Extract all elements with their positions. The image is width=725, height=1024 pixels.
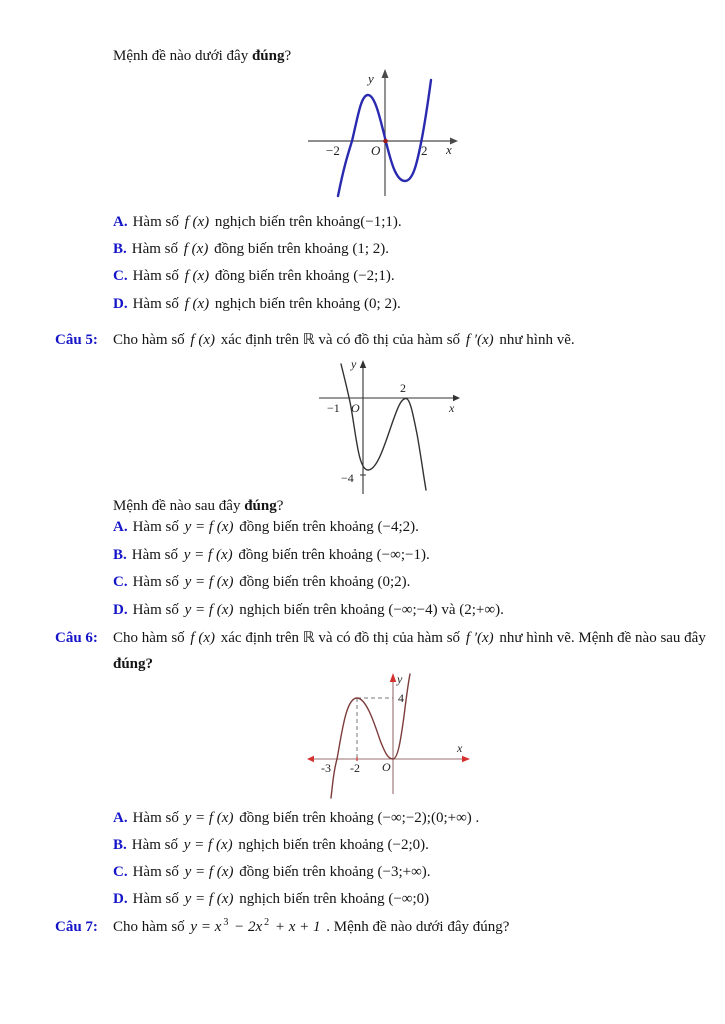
origin-label: O xyxy=(371,143,381,158)
q6-option-d xyxy=(113,889,429,909)
stem-math-fprime: f ′(x) xyxy=(465,332,494,348)
option-letter: D. xyxy=(113,891,128,907)
option-letter: B. xyxy=(113,837,127,853)
option-math: y = f (x) xyxy=(184,810,234,826)
option-pre: Hàm số xyxy=(132,519,183,535)
q4-option-d xyxy=(113,294,401,314)
option-math: y = f (x) xyxy=(184,574,234,590)
q6-stem-line1 xyxy=(113,628,706,648)
q5-option-b xyxy=(113,545,430,565)
q5-graph-svg xyxy=(313,356,483,498)
option-post: nghịch biến trên khoảng (−∞;0) xyxy=(235,891,430,907)
option-letter: A. xyxy=(113,810,128,826)
stem-math-1: y = x xyxy=(190,919,222,935)
option-post: nghịch biến trên khoảng (0; 2). xyxy=(211,296,401,312)
option-letter: D. xyxy=(113,602,128,618)
q4-graph-svg xyxy=(298,66,476,198)
option-letter: B. xyxy=(113,241,127,257)
q6-number-label: Câu 6: xyxy=(55,630,98,646)
stem-mid: xác định trên ℝ và có đồ thị của hàm số xyxy=(217,630,464,646)
x-axis-arrow-icon xyxy=(462,756,470,762)
option-math: f (x) xyxy=(184,214,210,230)
q4-prompt xyxy=(113,46,291,66)
q4-prompt-bold: đúng xyxy=(251,48,285,64)
exponent-3: 3 xyxy=(223,917,229,928)
exponent-2: 2 xyxy=(264,917,270,928)
y-axis-arrow-icon xyxy=(382,69,389,78)
y-axis-label: y xyxy=(368,71,374,86)
q7-number-label: Câu 7: xyxy=(55,919,98,935)
q4-option-c xyxy=(113,266,395,286)
tick-neg3: -3 xyxy=(321,761,331,775)
origin-label: O xyxy=(382,760,391,774)
stem-math-fprime: f ′(x) xyxy=(465,630,494,646)
q5-prompt xyxy=(113,496,283,516)
option-pre: Hàm số xyxy=(131,547,182,563)
origin-dot xyxy=(383,139,388,144)
q5-option-c xyxy=(113,572,410,592)
option-letter: A. xyxy=(113,214,128,230)
x-axis-left-arrow-icon xyxy=(307,756,314,762)
q4-prompt-post: ? xyxy=(284,48,292,64)
q5-number-label: Câu 5: xyxy=(55,332,98,348)
x-axis-label: x xyxy=(449,401,455,415)
option-math: y = f (x) xyxy=(184,519,234,535)
tick-2: 2 xyxy=(421,143,428,158)
option-math: f (x) xyxy=(184,268,210,284)
y-axis-label: y xyxy=(351,357,357,371)
option-pre: Hàm số xyxy=(132,574,183,590)
option-post: đồng biến trên khoảng (0;2). xyxy=(235,574,411,590)
stem-math-3: + x + 1 xyxy=(271,919,321,935)
option-math: y = f (x) xyxy=(184,891,234,907)
option-math: y = f (x) xyxy=(184,602,234,618)
option-math: f (x) xyxy=(184,296,210,312)
option-post: đồng biến trên khoảng (−3;+∞). xyxy=(235,864,431,880)
q6-option-c xyxy=(113,862,431,882)
y-axis-arrow-icon xyxy=(360,360,366,368)
option-math: f (x) xyxy=(183,241,209,257)
tick-4: 4 xyxy=(398,691,404,705)
option-letter: C. xyxy=(113,574,128,590)
option-pre: Hàm số xyxy=(132,268,183,284)
option-pre: Hàm số xyxy=(131,837,182,853)
q5-prompt-pre: Mệnh đề nào sau đây xyxy=(113,498,245,514)
q6-option-b xyxy=(113,835,429,855)
option-pre: Hàm số xyxy=(132,296,183,312)
option-post: đồng biến trên khoảng (−∞;−2);(0;+∞) . xyxy=(235,810,480,826)
option-letter: D. xyxy=(113,296,128,312)
option-pre: Hàm số xyxy=(132,891,183,907)
q5-prompt-post: ? xyxy=(276,498,284,514)
q4-option-b xyxy=(113,239,389,259)
stem-pre: Cho hàm số xyxy=(113,919,189,935)
q5-option-d xyxy=(113,600,504,620)
q6-option-a xyxy=(113,808,479,828)
x-axis-label: x xyxy=(446,142,452,157)
tick-neg4: −4 xyxy=(341,471,354,485)
q5-prompt-bold: đúng xyxy=(244,498,277,514)
stem-post: . Mệnh đề nào dưới đây đúng? xyxy=(322,919,510,935)
stem-math-fx: f (x) xyxy=(190,332,215,348)
option-post: nghịch biến trên khoảng (−∞;−4) và (2;+∞). xyxy=(235,602,504,618)
stem-post: như hình vẽ. xyxy=(495,332,575,348)
option-math: y = f (x) xyxy=(183,547,233,563)
option-math: y = f (x) xyxy=(183,837,233,853)
q4-prompt-pre: Mệnh đề nào dưới đây xyxy=(113,48,252,64)
origin-label: O xyxy=(351,401,360,415)
option-post: nghịch biến trên khoảng (−2;0). xyxy=(234,837,429,853)
stem-pre: Cho hàm số xyxy=(113,332,189,348)
option-pre: Hàm số xyxy=(132,214,183,230)
option-letter: C. xyxy=(113,864,128,880)
option-letter: A. xyxy=(113,519,128,535)
option-post: đồng biến trên khoảng (−∞;−1). xyxy=(234,547,430,563)
stem-post: như hình vẽ. Mệnh đề nào sau đây xyxy=(495,630,706,646)
option-post: đồng biến trên khoảng (1; 2). xyxy=(210,241,390,257)
stem-math-2: − 2x xyxy=(230,919,263,935)
option-post: đồng biến trên khoảng (−4;2). xyxy=(235,519,419,535)
q4-option-a xyxy=(113,212,402,232)
tick-2: 2 xyxy=(400,381,406,395)
option-post: đồng biến trên khoảng (−2;1). xyxy=(211,268,395,284)
stem-math-fx: f (x) xyxy=(190,630,215,646)
option-post: nghịch biến trên khoảng(−1;1). xyxy=(211,214,402,230)
q5-stem xyxy=(113,330,575,350)
stem-pre: Cho hàm số xyxy=(113,630,189,646)
tick-neg1: −1 xyxy=(327,401,340,415)
x-axis-label: x xyxy=(457,741,463,755)
q7-stem xyxy=(113,917,509,937)
stem-mid: xác định trên ℝ và có đồ thị của hàm số xyxy=(217,332,464,348)
option-pre: Hàm số xyxy=(132,810,183,826)
option-letter: B. xyxy=(113,547,127,563)
q6-stem-line2: đúng? xyxy=(113,656,154,672)
tick-neg2: −2 xyxy=(326,143,340,158)
y-axis-arrow-icon xyxy=(390,673,396,682)
option-math: y = f (x) xyxy=(184,864,234,880)
tick-neg2: -2 xyxy=(350,761,360,775)
y-axis-label: y xyxy=(397,672,403,686)
option-letter: C. xyxy=(113,268,128,284)
option-pre: Hàm số xyxy=(132,864,183,880)
q6-graph-svg xyxy=(298,668,493,800)
q5-option-a xyxy=(113,517,419,537)
option-pre: Hàm số xyxy=(132,602,183,618)
option-pre: Hàm số xyxy=(131,241,182,257)
